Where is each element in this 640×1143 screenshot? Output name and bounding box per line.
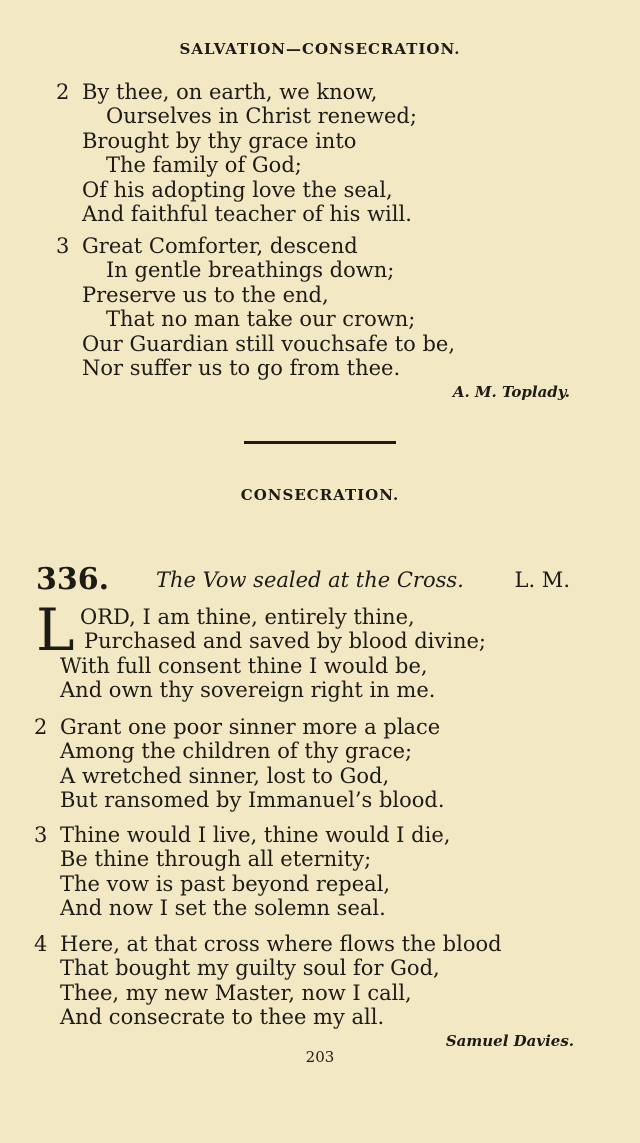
hymn-stanza-2 — [34, 715, 614, 813]
hymn-stanza-1 — [80, 605, 620, 654]
verse-line: Thee, my new Master, now I call, — [60, 980, 412, 1005]
verse-line: That no man take our crown; — [106, 307, 416, 332]
page-number: 203 — [305, 1048, 335, 1066]
verse-line: And consecrate to thee my all. — [60, 1005, 385, 1030]
hymn-title: The Vow sealed at the Cross. — [156, 568, 464, 592]
verse-line: In gentle breathings down; — [106, 258, 395, 283]
section-heading: CONSECRATION. — [240, 486, 400, 504]
drop-cap: L — [36, 596, 75, 664]
verse-line: The family of God; — [106, 153, 302, 178]
verse-line: And own thy sovereign right in me. — [60, 678, 436, 703]
stanza-number: 2 — [56, 80, 70, 104]
verse-line: That bought my guilty soul for God, — [60, 956, 440, 981]
verse-line: With full consent thine I would be, — [60, 654, 428, 678]
hymn-stanza-1-cont — [60, 654, 620, 703]
verse-line: 3 Great Comforter, descend — [56, 234, 358, 258]
running-head: SALVATION—CONSECRATION. — [179, 40, 461, 58]
author-attribution: A. M. Toplady. — [452, 383, 570, 401]
hymn-meter: L. M. — [514, 568, 570, 592]
author-attribution: Samuel Davies. — [445, 1032, 574, 1050]
verse-line: Preserve us to the end, — [82, 282, 329, 307]
verse-line: 2 By thee, on earth, we know, — [56, 80, 378, 104]
hymn-header — [36, 562, 576, 598]
verse-line: Among the children of thy grace; — [60, 739, 413, 764]
hymn-stanza-4 — [34, 932, 614, 1030]
verse-line: 3 Thine would I live, thine would I die, — [34, 823, 451, 847]
verse-line: A wretched sinner, lost to God, — [60, 763, 390, 788]
prev-hymn-stanza-2 — [56, 80, 616, 226]
verse-line: Ourselves in Christ renewed; — [106, 104, 417, 129]
verse-line: And now I set the solemn seal. — [60, 896, 386, 921]
verse-line: But ransomed by Immanuel’s blood. — [60, 788, 445, 813]
stanza-number: 4 — [34, 932, 48, 956]
verse-line: Of his adopting love the seal, — [82, 177, 393, 202]
verse-line: ORD, I am thine, entirely thine, — [80, 605, 415, 629]
hymn-number: 336. — [36, 562, 110, 597]
stanza-number: 2 — [34, 715, 48, 739]
stanza-number: 3 — [56, 234, 70, 258]
verse-line: 4 Here, at that cross where flows the blood — [34, 932, 502, 956]
verse-line: The vow is past beyond repeal, — [60, 871, 391, 896]
verse-line: And faithful teacher of his will. — [82, 201, 412, 226]
verse-line: Our Guardian still vouchsafe to be, — [82, 331, 456, 356]
verse-line: 2 Grant one poor sinner more a place — [34, 715, 441, 739]
verse-line: Nor suffer us to go from thee. — [82, 355, 401, 380]
verse-line: Be thine through all eternity; — [60, 847, 372, 872]
verse-line: Brought by thy grace into — [82, 128, 357, 153]
hymn-stanza-3 — [34, 823, 614, 921]
stanza-number: 3 — [34, 823, 48, 847]
verse-line: Purchased and saved by blood divine; — [84, 629, 487, 654]
section-divider — [244, 441, 396, 444]
prev-hymn-stanza-3 — [56, 234, 616, 380]
